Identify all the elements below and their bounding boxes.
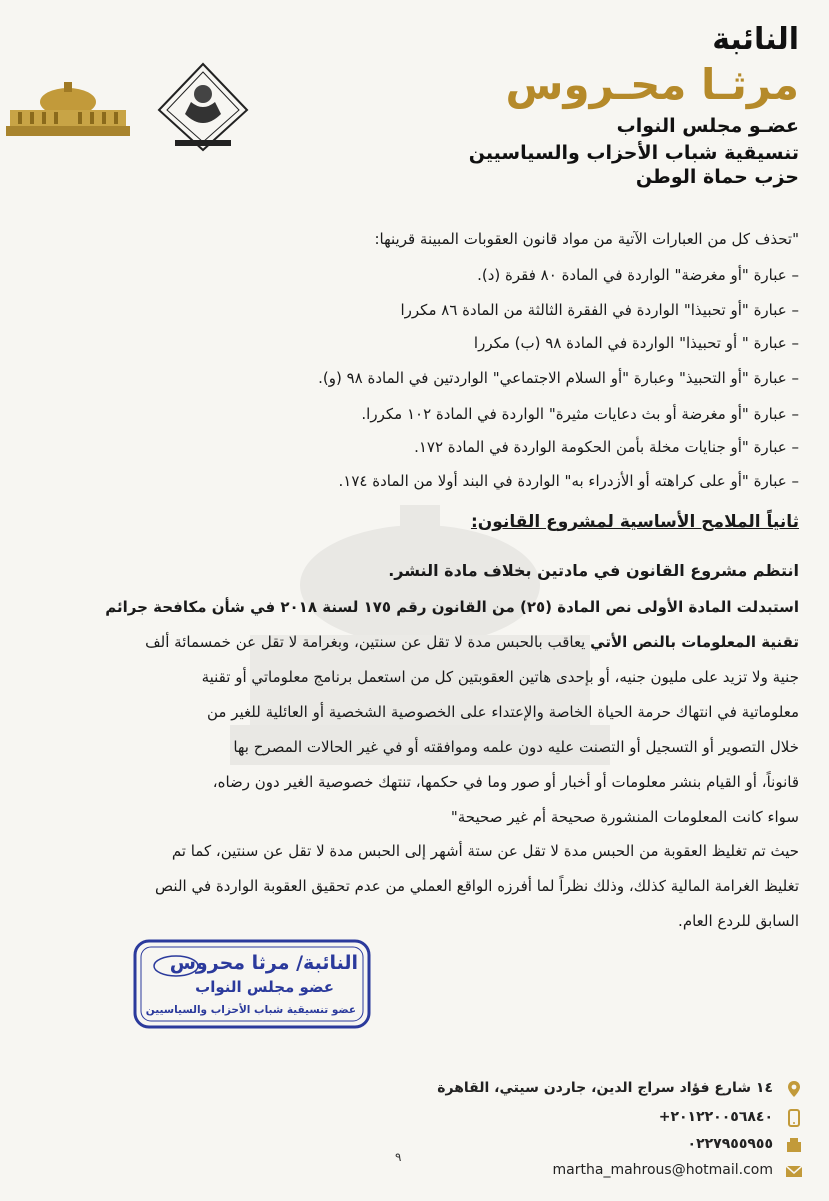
list-item: – عبارة "أو على كراهته أو الأزدراء به" الواردة في البند أولا من المادة ١٧٤.	[338, 472, 799, 490]
party-logo-icon	[155, 62, 251, 154]
mobile-phone-icon	[785, 1109, 803, 1127]
paragraph-line: استبدلت المادة الأولى نص المادة (٢٥) من القانون رقم ١٧٥ لسنة ٢٠١٨ في شأن مكافحة جرائم	[105, 598, 799, 616]
footer-address: ١٤ شارع فؤاد سراج الدين، جاردن سيتي، القاهرة	[437, 1080, 773, 1096]
list-item: – عبارة "أو جنايات مخلة بأمن الحكومة الواردة في المادة ١٧٢.	[414, 438, 799, 456]
stamp-line-1: النائبة/ مرثا محروس	[169, 952, 358, 974]
location-pin-icon	[785, 1080, 803, 1098]
paragraph-line: سواء كانت المعلومات المنشورة صحيحة أم غير صحيحة"	[450, 808, 799, 826]
intro-text: "تحذف كل من العبارات الآتية من مواد قانون العقوبات المبينة قرينها:	[374, 230, 799, 248]
header-party: حزب حماة الوطن	[635, 166, 799, 188]
paragraph-line: قانوناً، أو القيام بنشر معلومات أو أخبار أو صور وما في حكمها، تنتهك خصوصية الغير دون رضاه،	[212, 773, 799, 791]
list-item: – عبارة " أو تحبيذا" الواردة في المادة ٩٨ (ب) مكررا	[473, 334, 799, 352]
stamp-line-2: عضو مجلس النواب	[195, 978, 334, 996]
paragraph-line: معلوماتية في انتهاك حرمة الحياة الخاصة والإعتداء على الخصوصية الشخصية أو العائلية للغير من	[207, 703, 799, 721]
paragraph-2	[48, 590, 799, 835]
paragraph-line	[48, 625, 799, 660]
page-number: ٩	[395, 1150, 402, 1164]
parliament-logo-icon	[4, 80, 132, 140]
telephone-icon	[785, 1136, 803, 1154]
list-item: – عبارة "أو التحبيذ" وعبارة "أو السلام الاجتماعي" الواردتين في المادة ٩٨ (و).	[318, 369, 799, 387]
paragraph-1: انتظم مشروع القانون في مادتين بخلاف مادة النشر.	[388, 561, 799, 580]
footer-mobile: +٢٠١٢٢٠٠٥٦٨٤٠	[658, 1109, 773, 1125]
paragraph-3	[48, 834, 799, 939]
paragraph-line: تغليظ الغرامة المالية كذلك، وذلك نظراً لما أفرزه الواقع العملي من عدم تحقيق العقوبة الواردة في النص	[155, 877, 799, 895]
email-icon	[785, 1162, 803, 1180]
bold-phrase: تقنية المعلومات بالنص الأتي	[590, 633, 799, 651]
list-item: – عبارة "أو مغرضة أو بث دعايات مثيرة" الواردة في المادة ١٠٢ مكررا.	[361, 405, 799, 423]
header-name: مرثـا محـروس	[505, 60, 799, 109]
paragraph-line: حيث تم تغليظ العقوبة من الحبس مدة لا تقل عن ستة أشهر إلى الحبس مدة لا تقل عن سنتين، كما تم	[171, 842, 799, 860]
paragraph-line-rest: يعاقب بالحبس مدة لا تقل عن سنتين، وبغرامة لا تقل عن خمسمائة ألف	[145, 633, 591, 651]
paragraph-line: جنية ولا تزيد على مليون جنيه، أو بإحدى هاتين العقوبتين كل من استعمل برنامج معلوماتي أو تقنية	[201, 668, 799, 686]
header-coordination: تنسيقية شباب الأحزاب والسياسيين	[468, 142, 799, 164]
section-heading: ثانياً الملامح الأساسية لمشروع القانون:	[470, 512, 799, 532]
list-item: – عبارة "أو تحبيذا" الواردة في الفقرة الثالثة من المادة ٨٦ مكررا	[400, 301, 799, 319]
stamp-line-3: عضو تنسيقية شباب الأحزاب والسياسيين	[145, 1004, 356, 1016]
paragraph-line: السابق للردع العام.	[678, 912, 799, 930]
header-title: النائبة	[712, 22, 799, 57]
list-item: – عبارة "أو مغرضة" الواردة في المادة ٨٠ فقرة (د).	[477, 266, 799, 284]
footer-email: martha_mahrous@hotmail.com	[552, 1162, 773, 1178]
footer-phone: ٠٢٢٧٩٥٥٩٥٥	[687, 1136, 773, 1152]
paragraph-line: خلال التصوير أو التسجيل أو التصنت عليه دون علمه وموافقته أو في غير الحالات المصرح بها	[233, 738, 799, 756]
official-stamp	[132, 938, 372, 1030]
header-role: عضـو مجلس النواب	[616, 115, 799, 137]
